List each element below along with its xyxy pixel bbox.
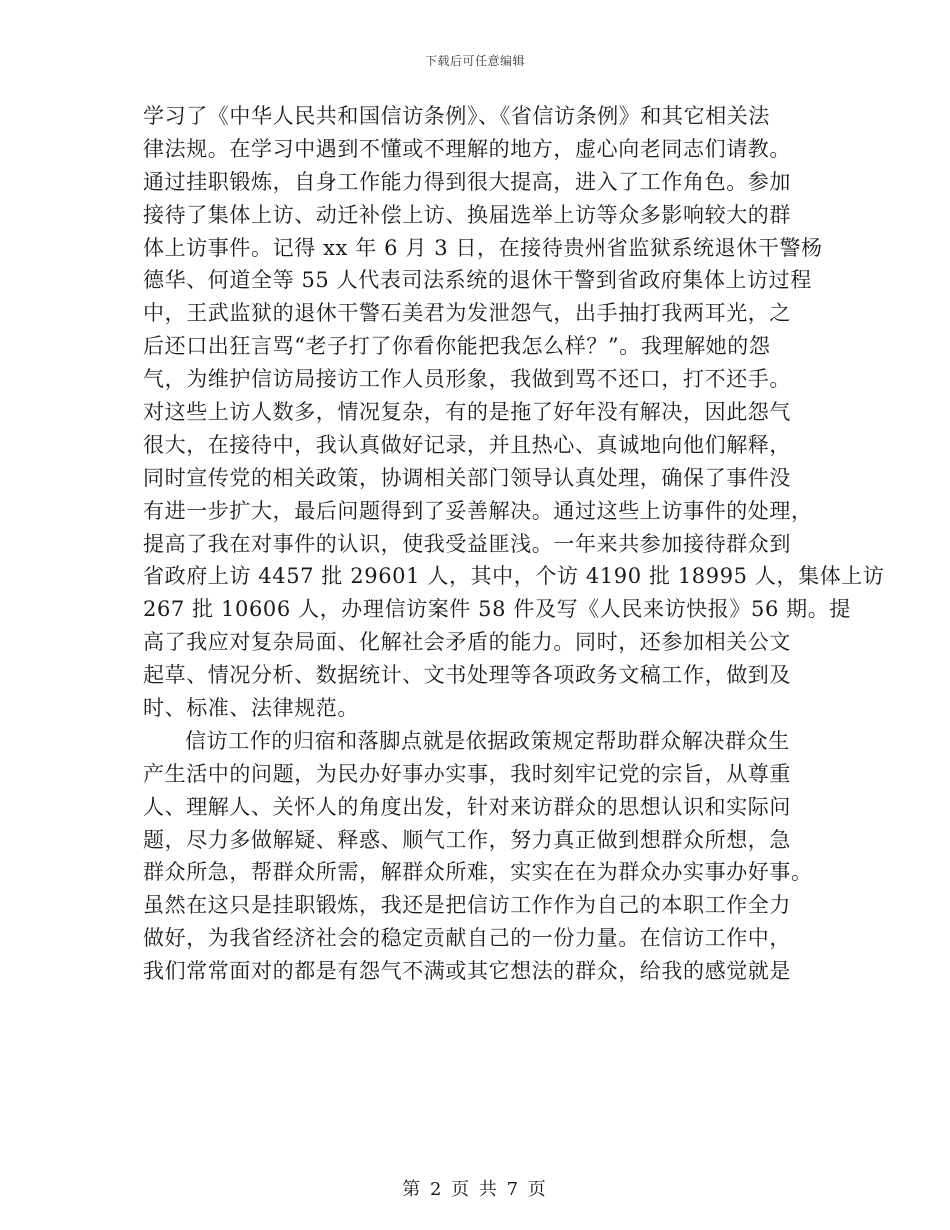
text-line: 起草、情况分析、数据统计、文书处理等各项政务文稿工作，做到及	[143, 663, 791, 688]
page-header: 下载后可任意编辑	[424, 54, 525, 68]
text-line: 产生活中的问题，为民办好事办实事，我时刻牢记党的宗旨，从尊重	[143, 761, 791, 786]
text-line: 提高了我在对事件的认识，使我受益匪浅。一年来共参加接待群众到	[143, 531, 791, 556]
text-line: 信访工作的归宿和落脚点就是依据政策规定帮助群众解决群众生	[185, 728, 790, 753]
text-line: 267 批 10606 人，办理信访案件 58 件及写《人民来访快报》56 期。提	[143, 597, 851, 622]
text-line: 接待了集体上访、动迁补偿上访、换届选举上访等众多影响较大的群	[143, 202, 791, 227]
text-line: 做好，为我省经济社会的稳定贡献自己的一份力量。在信访工作中，	[143, 926, 791, 951]
text-line: 高了我应对复杂局面、化解社会矛盾的能力。同时，还参加相关公文	[143, 630, 791, 655]
text-line: 通过挂职锻炼，自身工作能力得到很大提高，进入了工作角色。参加	[143, 169, 791, 194]
text-line: 中，王武监狱的退休干警石美君为发泄怨气，出手抽打我两耳光，之	[143, 301, 791, 326]
text-line: 对这些上访人数多，情况复杂，有的是拖了好年没有解决，因此怨气	[143, 400, 791, 425]
text-line: 学习了《中华人民共和国信访条例》、《省信访条例》和其它相关法	[143, 104, 770, 128]
text-line: 后还口出狂言骂“老子打了你看你能把我怎么样？”。我理解她的怨	[143, 334, 771, 359]
text-line: 省政府上访 4457 批 29601 人，其中，个访 4190 批 18995 人，集体上访	[143, 564, 885, 589]
text-line: 很大，在接待中，我认真做好记录，并且热心、真诚地向他们解释，	[143, 432, 791, 457]
text-line: 德华、何道全等 55 人代表司法系统的退休干警到省政府集体上访过程	[143, 268, 812, 293]
text-line: 人、理解人、关怀人的角度出发，针对来访群众的思想认识和实际问	[143, 794, 791, 819]
text-line: 我们常常面对的都是有怨气不满或其它想法的群众，给我的感觉就是	[143, 959, 791, 984]
page-number: 第 2 页 共 7 页	[402, 1179, 548, 1200]
text-line: 题，尽力多做解疑、释惑、顺气工作，努力真正做到想群众所想，急	[143, 827, 791, 852]
text-line: 体上访事件。记得 xx 年 6 月 3 日，在接待贵州省监狱系统退休干警杨	[143, 235, 823, 260]
paragraph-2	[143, 725, 813, 988]
document-body	[143, 100, 885, 988]
text-line: 气，为维护信访局接访工作人员形象，我做到骂不还口，打不还手。	[143, 367, 791, 392]
text-line: 有进一步扩大，最后问题得到了妥善解决。通过这些上访事件的处理，	[143, 498, 813, 523]
text-line: 时、标准、法律规范。	[143, 696, 359, 721]
text-line: 虽然在这只是挂职锻炼，我还是把信访工作作为自己的本职工作全力	[143, 893, 791, 918]
text-line: 群众所急，帮群众所需，解群众所难，实实在在为群众办实事办好事。	[143, 860, 813, 885]
text-line: 同时宣传党的相关政策，协调相关部门领导认真处理，确保了事件没	[143, 465, 791, 490]
text-line: 律法规。在学习中遇到不懂或不理解的地方，虚心向老同志们请教。	[143, 136, 791, 161]
paragraph-1	[143, 100, 885, 725]
